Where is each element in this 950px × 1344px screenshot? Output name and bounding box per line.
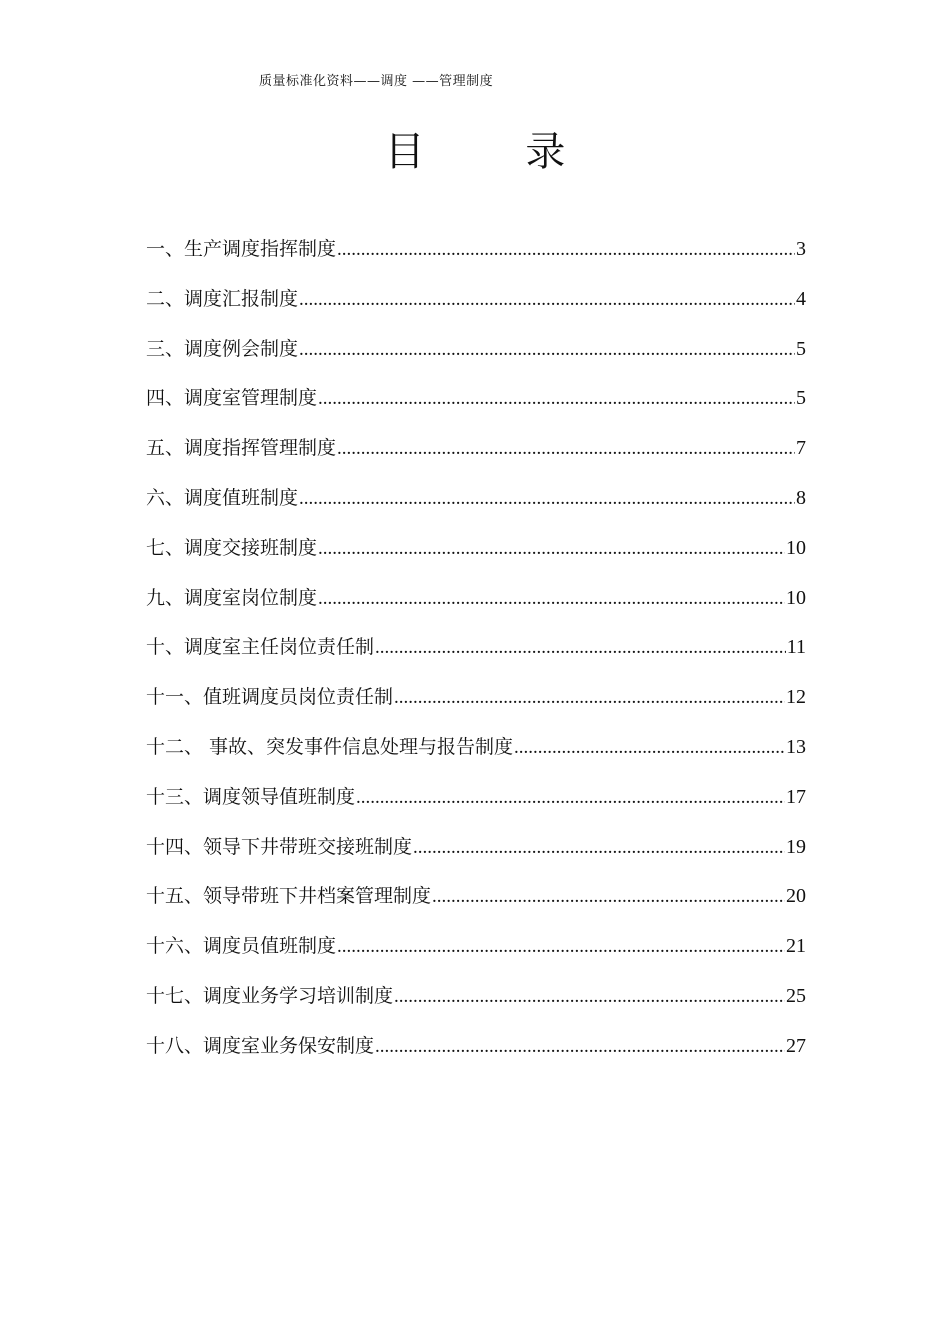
toc-page-number: 7 bbox=[796, 437, 806, 460]
toc-entry[interactable] bbox=[146, 734, 806, 784]
toc-entry[interactable] bbox=[146, 585, 806, 635]
toc-page-number: 25 bbox=[786, 984, 806, 1007]
toc-dot-leader bbox=[375, 1034, 785, 1060]
toc-entry-label: 十二、 事故、突发事件信息处理与报告制度 bbox=[146, 735, 514, 758]
toc-page-number: 21 bbox=[786, 935, 806, 958]
toc-entry-label: 十、调度室主任岗位责任制 bbox=[146, 636, 375, 659]
toc-dot-leader bbox=[356, 785, 785, 811]
toc-dot-leader bbox=[514, 735, 785, 761]
toc-page-number: 11 bbox=[786, 636, 806, 659]
toc-entry[interactable] bbox=[146, 485, 806, 535]
toc-page-number: 19 bbox=[786, 835, 806, 858]
toc-entry-label: 十八、调度室业务保安制度 bbox=[146, 1034, 375, 1057]
toc-entry-label: 十三、调度领导值班制度 bbox=[146, 785, 356, 808]
toc-entry[interactable] bbox=[146, 1033, 806, 1083]
toc-entry[interactable] bbox=[146, 236, 806, 286]
toc-page-number: 10 bbox=[786, 586, 806, 609]
toc-entry-label: 十七、调度业务学习培训制度 bbox=[146, 984, 394, 1007]
toc-entry[interactable] bbox=[146, 286, 806, 336]
toc-entry-label: 十一、值班调度员岗位责任制 bbox=[146, 686, 394, 709]
toc-dot-leader bbox=[299, 337, 795, 363]
toc-entry[interactable] bbox=[146, 834, 806, 884]
toc-entry[interactable] bbox=[146, 933, 806, 983]
toc-entry[interactable] bbox=[146, 983, 806, 1033]
toc-entry-label: 六、调度值班制度 bbox=[146, 486, 299, 509]
toc-entry[interactable] bbox=[146, 385, 806, 435]
toc-entry-label: 二、调度汇报制度 bbox=[146, 287, 299, 310]
toc-dot-leader bbox=[413, 835, 785, 861]
toc-entry-label: 十四、领导下井带班交接班制度 bbox=[146, 835, 413, 858]
toc-dot-leader bbox=[299, 486, 795, 512]
toc-dot-leader bbox=[318, 536, 785, 562]
table-of-contents bbox=[146, 236, 806, 1083]
toc-entry[interactable] bbox=[146, 535, 806, 585]
toc-entry-label: 七、调度交接班制度 bbox=[146, 536, 318, 559]
toc-page-number: 27 bbox=[786, 1034, 806, 1057]
toc-entry-label: 四、调度室管理制度 bbox=[146, 387, 318, 410]
toc-page-number: 12 bbox=[786, 686, 806, 709]
toc-entry[interactable] bbox=[146, 784, 806, 834]
toc-entry-label: 一、生产调度指挥制度 bbox=[146, 238, 337, 260]
toc-entry-label: 三、调度例会制度 bbox=[146, 337, 299, 360]
toc-page-number: 3 bbox=[796, 238, 806, 260]
toc-page-number: 5 bbox=[796, 387, 806, 410]
toc-page-number: 10 bbox=[786, 536, 806, 559]
toc-dot-leader bbox=[337, 237, 795, 263]
toc-dot-leader bbox=[432, 884, 785, 910]
toc-dot-leader bbox=[394, 984, 785, 1010]
toc-dot-leader bbox=[394, 685, 785, 711]
toc-page-number: 4 bbox=[796, 287, 806, 310]
toc-page-number: 13 bbox=[786, 735, 806, 758]
toc-page-number: 8 bbox=[796, 486, 806, 509]
toc-entry[interactable] bbox=[146, 435, 806, 485]
toc-entry[interactable] bbox=[146, 336, 806, 386]
toc-entry-label: 十六、调度员值班制度 bbox=[146, 935, 337, 958]
toc-dot-leader bbox=[375, 635, 786, 661]
toc-dot-leader bbox=[318, 586, 785, 612]
toc-page-number: 5 bbox=[796, 337, 806, 360]
toc-entry-label: 五、调度指挥管理制度 bbox=[146, 437, 337, 460]
toc-dot-leader bbox=[337, 934, 785, 960]
toc-page-number: 17 bbox=[786, 785, 806, 808]
toc-entry[interactable] bbox=[146, 684, 806, 734]
page-header: 质量标准化资料——调度 ——管理制度 bbox=[259, 74, 494, 89]
toc-dot-leader bbox=[299, 287, 795, 313]
toc-entry-label: 十五、领导带班下井档案管理制度 bbox=[146, 885, 432, 908]
toc-entry-label: 九、调度室岗位制度 bbox=[146, 586, 318, 609]
toc-dot-leader bbox=[318, 386, 795, 412]
toc-entry[interactable] bbox=[146, 883, 806, 933]
page-title: 目 录 bbox=[384, 129, 610, 175]
toc-page-number: 20 bbox=[786, 885, 806, 908]
toc-dot-leader bbox=[337, 436, 795, 462]
toc-entry[interactable] bbox=[146, 634, 806, 684]
